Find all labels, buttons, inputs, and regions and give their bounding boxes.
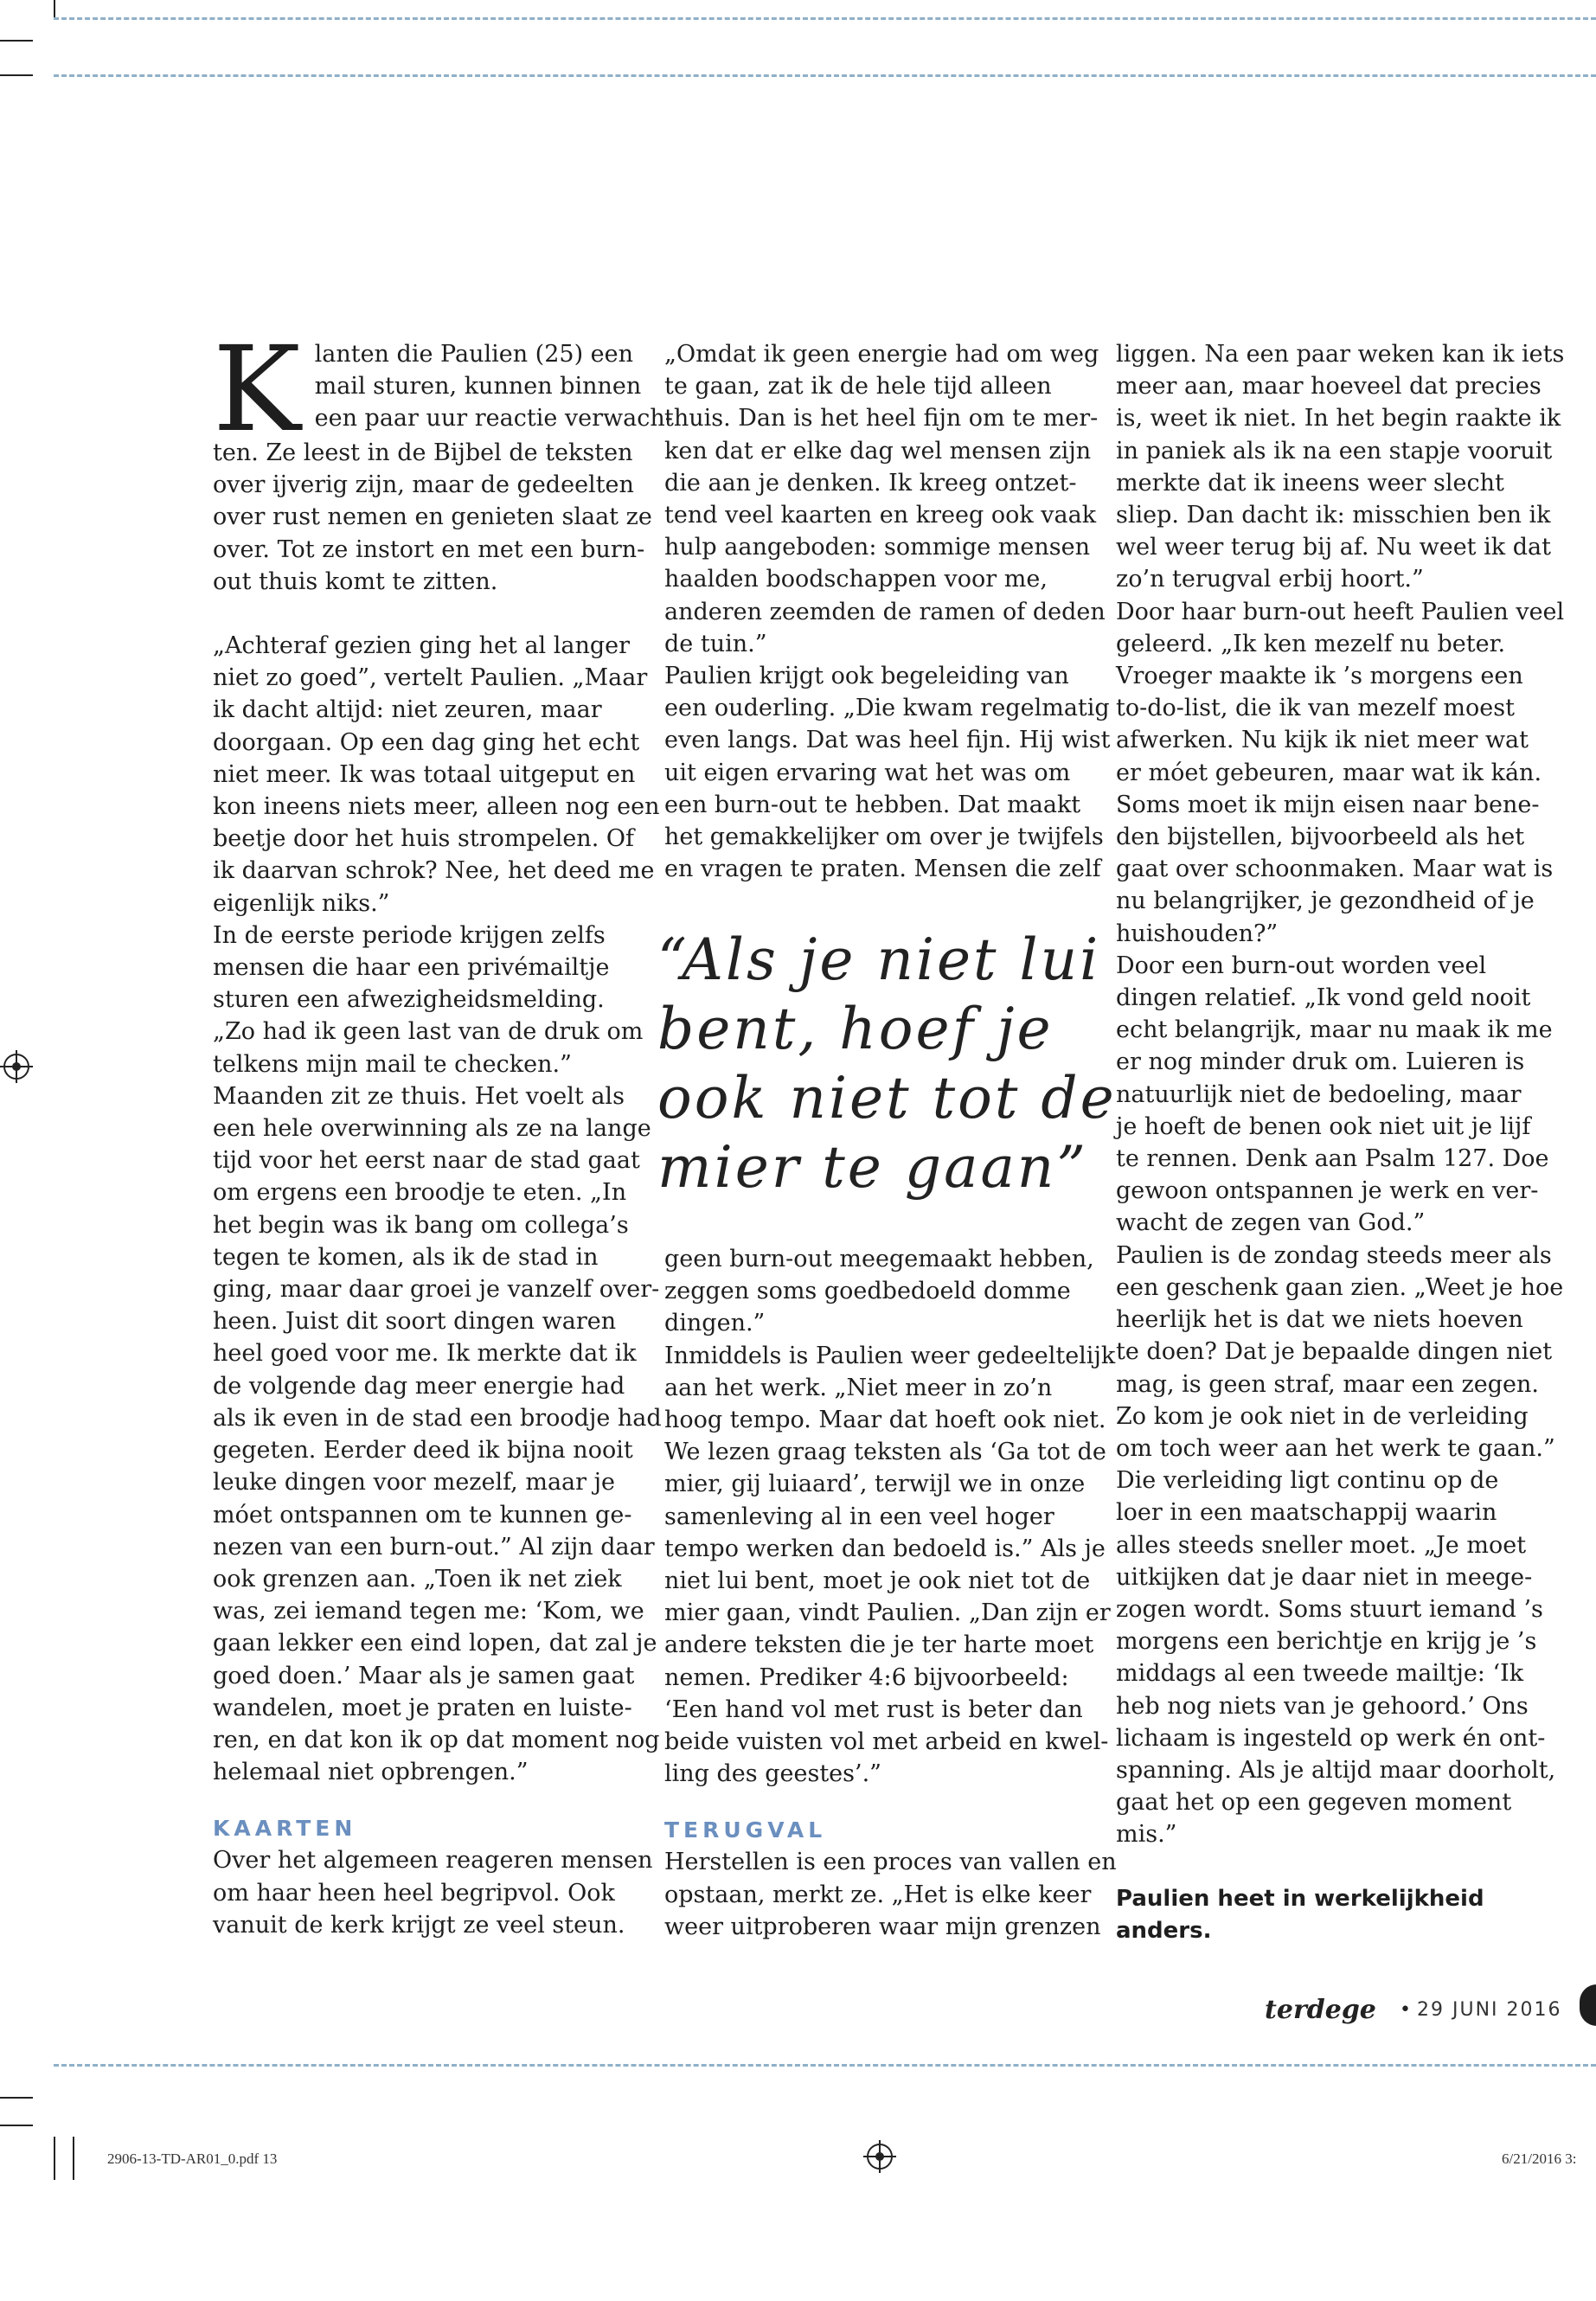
text-line: ren, en dat kon ik op dat moment nog <box>213 1726 660 1753</box>
text-line: loer in een maatschappij waarin <box>1116 1499 1497 1527</box>
text-line: sliep. Dan dacht ik: misschien ben ik <box>1116 502 1551 529</box>
text-line: tend veel kaarten en kreeg ook vaak <box>664 502 1097 529</box>
crop-mark-left-top <box>0 40 33 42</box>
text-line: ook grenzen aan. „Toen ik net ziek <box>213 1565 622 1593</box>
slug-filename: 2906-13-TD-AR01_0.pdf 13 <box>107 2150 278 2167</box>
text-line: ik dacht altijd: niet zeuren, maar <box>213 696 602 724</box>
text-line: als ik even in de stad een broodje had <box>213 1404 662 1432</box>
text-line: sturen een afwezigheidsmelding. <box>213 986 605 1014</box>
text-line: ling des geestes’.” <box>664 1760 881 1788</box>
crop-mark-bottom-1 <box>54 2137 55 2180</box>
text-line: anderen zeemden de ramen of deden <box>664 598 1106 625</box>
text-line: ken dat er elke dag wel mensen zijn <box>664 437 1092 465</box>
text-line: was, zei iemand tegen me: ‘Kom, we <box>213 1598 644 1625</box>
section-heading-terugval: TERUGVAL <box>664 1817 827 1843</box>
text-line: We lezen graag teksten als ‘Ga tot de <box>664 1439 1106 1466</box>
text-line: mier gaan, vindt Paulien. „Dan zijn er <box>664 1599 1111 1627</box>
text-line: over rust nemen en genieten slaat ze <box>213 503 652 531</box>
text-line: móet ontspannen om te kunnen ge- <box>213 1501 632 1529</box>
text-line: te gaan, zat ik de hele tijd alleen <box>664 373 1052 401</box>
crop-mark-top <box>54 0 55 17</box>
text-line: liggen. Na een paar weken kan ik iets <box>1116 341 1565 368</box>
text-line: tijd voor het eerst naar de stad gaat <box>213 1147 640 1175</box>
text-line: doorgaan. Op een dag ging het echt <box>213 728 640 756</box>
text-line: er nog minder druk om. Luieren is <box>1116 1048 1525 1076</box>
trim-line-top-2 <box>54 74 1596 77</box>
text-line: gaan lekker een eind lopen, dat zal je <box>213 1630 657 1657</box>
text-line: is, weet ik niet. In het begin raakte ik <box>1116 405 1561 433</box>
section-heading-kaarten: KAARTEN <box>213 1816 357 1842</box>
text-line: om ergens een broodje te eten. „In <box>213 1179 627 1207</box>
text-line: heb nog niets van je gehoord.’ Ons <box>1116 1692 1529 1720</box>
pull-quote <box>657 926 1117 1202</box>
text-line: wandelen, moet je praten en luiste- <box>213 1694 632 1721</box>
text-line: geleerd. „Ik ken mezelf nu beter. <box>1116 630 1506 657</box>
text-line: mensen die haar een privémailtje <box>213 954 610 982</box>
text-line: het begin was ik bang om collega’s <box>213 1211 629 1239</box>
text-line: een ouderling. „Die kwam regelmatig <box>664 695 1110 722</box>
article-column-2-top <box>664 338 1111 885</box>
text-line: Maanden zit ze thuis. Het voelt als <box>213 1082 625 1110</box>
text-line: de tuin.” <box>664 630 767 657</box>
text-line: en vragen te praten. Mensen die zelf <box>664 856 1101 883</box>
text-line: „Omdat ik geen energie had om weg <box>664 341 1099 368</box>
magazine-logo: terdege <box>1265 1995 1376 2025</box>
text-line: niet zo goed”, vertelt Paulien. „Maar <box>213 664 648 692</box>
author-note: Paulien heet in werkelijkheid <box>1116 1885 1484 1912</box>
text-line: heel goed voor me. Ik merkte dat ik <box>213 1340 637 1368</box>
text-line: In de eerste periode krijgen zelfs <box>213 921 606 949</box>
text-line: geen burn-out meegemaakt hebben, <box>664 1246 1094 1272</box>
trim-line-top-1 <box>54 17 1596 20</box>
text-line: zo’n terugval erbij hoort.” <box>1116 566 1424 593</box>
registration-mark-icon <box>867 2144 893 2170</box>
text-line: „Zo had ik geen last van de druk om <box>213 1018 644 1046</box>
text-line: out thuis komt te zitten. <box>213 567 498 595</box>
text-line: ging, maar daar groei je vanzelf over- <box>213 1276 660 1304</box>
text-line: zogen wordt. Soms stuurt iemand ’s <box>1116 1595 1543 1623</box>
text-line: leuke dingen voor mezelf, maar je <box>213 1469 615 1497</box>
text-line: goed doen.’ Maar als je samen gaat <box>213 1662 635 1689</box>
text-line: merkte dat ik ineens weer slecht <box>1116 469 1504 497</box>
page-number-tab <box>1580 1984 1596 2026</box>
body-text <box>213 630 662 1788</box>
text-line: die aan je denken. Ik kreeg ontzet- <box>664 469 1077 497</box>
text-line: het gemakkelijker om over je twijfels <box>664 824 1104 851</box>
text-line: haalden boodschappen voor me, <box>664 566 1048 593</box>
text-line: „Achteraf gezien ging het al langer <box>213 632 631 660</box>
text-line: nu belangrijker, je gezondheid of je <box>1116 888 1535 915</box>
text-line: er móet gebeuren, maar wat ik kán. <box>1116 759 1542 786</box>
registration-mark-icon <box>3 1054 29 1080</box>
text-line: over. Tot ze instort en met een burn- <box>213 535 645 563</box>
crop-mark-left-top-2 <box>0 74 33 76</box>
text-line: Soms moet ik mijn eisen naar bene- <box>1116 791 1540 818</box>
text-line: je hoeft de benen ook niet uit je lijf <box>1116 1112 1531 1140</box>
crop-mark-left-bottom <box>0 2097 33 2099</box>
text-line: andere teksten die je ter harte moet <box>664 1631 1094 1659</box>
text-line: meer aan, maar hoeveel dat precies <box>1116 373 1542 401</box>
slug-timestamp: 6/21/2016 3: <box>1502 2150 1577 2167</box>
text-line: uitkijken dat je daar niet in meege- <box>1116 1563 1533 1591</box>
text-line: uit eigen ervaring wat het was om <box>664 759 1071 786</box>
text-line: hulp aangeboden: sommige mensen <box>664 534 1090 561</box>
text-line: nemen. Prediker 4:6 bijvoorbeeld: <box>664 1663 1069 1691</box>
text-line: om haar heen heel begripvol. Ook <box>213 1879 615 1907</box>
text-line: lichaam is ingesteld op werk én ont- <box>1116 1724 1546 1752</box>
text-line: afwerken. Nu kijk ik niet meer wat <box>1116 727 1529 754</box>
text-line: hoog tempo. Maar dat hoeft ook niet. <box>664 1407 1106 1434</box>
text-line: eigenlijk niks.” <box>213 889 390 917</box>
text-line: gaat het op een gegeven moment <box>1116 1789 1512 1817</box>
text-line: om toch weer aan het werk te gaan.” <box>1116 1434 1555 1462</box>
text-line: Herstellen is een proces van vallen en <box>664 1849 1117 1876</box>
text-line: opstaan, merkt ze. „Het is elke keer <box>664 1881 1092 1908</box>
text-line: alles steeds sneller moet. „Je moet <box>1116 1531 1527 1559</box>
text-line: weer uitproberen waar mijn grenzen <box>664 1913 1101 1940</box>
article-column-1 <box>213 322 673 1941</box>
text-line: natuurlijk niet de bedoeling, maar <box>1116 1080 1522 1108</box>
pull-quote-line: ook niet tot de <box>657 1065 1117 1131</box>
text-line: huishouden?” <box>1116 920 1279 947</box>
crop-mark-bottom-2 <box>73 2137 74 2180</box>
text-line: to-do-list, die ik van mezelf moest <box>1116 695 1515 722</box>
text-line: een geschenk gaan zien. „Weet je hoe <box>1116 1273 1564 1301</box>
text-line: Over het algemeen reageren mensen <box>213 1847 653 1875</box>
text-line: dingen.” <box>664 1310 766 1337</box>
drop-cap: K <box>213 322 301 458</box>
text-line: heen. Juist dit soort dingen waren <box>213 1308 617 1336</box>
text-line: Door haar burn-out heeft Paulien veel <box>1116 598 1565 625</box>
text-line: middags al een tweede mailtje: ‘Ik <box>1116 1660 1524 1688</box>
text-line: over ijverig zijn, maar de gedeelten <box>213 471 634 499</box>
text-line: ik daarvan schrok? Nee, het deed me <box>213 857 655 885</box>
text-line: wacht de zegen van God.” <box>1116 1209 1426 1237</box>
text-line: Vroeger maakte ik ’s morgens een <box>1116 663 1523 690</box>
text-line: den bijstellen, bijvoorbeeld als het <box>1116 824 1525 851</box>
text-line: gewoon ontspannen je werk en ver- <box>1116 1177 1539 1205</box>
text-line: niet meer. Ik was totaal uitgeput en <box>213 760 636 788</box>
text-line: beetje door het huis strompelen. Of <box>213 825 634 853</box>
text-line: Paulien krijgt ook begeleiding van <box>664 663 1069 690</box>
issue-date: 29 JUNI 2016 <box>1417 1999 1562 2021</box>
text-line: morgens een berichtje en krijg je ’s <box>1116 1628 1537 1656</box>
text-line: Die verleiding ligt continu op de <box>1116 1467 1499 1495</box>
trim-line-bottom <box>54 2064 1596 2067</box>
text-line: ten. Ze leest in de Bijbel de teksten <box>213 439 633 466</box>
text-line: mier, gij luiaard’, terwijl we in onze <box>664 1471 1086 1498</box>
article-column-3 <box>1116 338 1566 1947</box>
text-line: beide vuisten vol met arbeid en kwel- <box>664 1728 1109 1756</box>
text-line: echt belangrijk, maar nu maak ik me <box>1116 1016 1553 1044</box>
crop-mark-left-bottom-2 <box>0 2125 33 2126</box>
text-line: een hele overwinning als ze na lange <box>213 1115 651 1143</box>
text-line: spanning. Als je altijd maar doorholt, <box>1116 1756 1556 1784</box>
text-line: mail sturen, kunnen binnen <box>314 373 642 401</box>
text-line: te rennen. Denk aan Psalm 127. Doe <box>1116 1145 1549 1173</box>
pull-quote-line: “Als je niet lui <box>657 926 1101 993</box>
text-line: thuis. Dan is het heel fijn om te mer- <box>664 405 1099 433</box>
text-line: aan het werk. „Niet meer in zo’n <box>664 1374 1053 1401</box>
text-line: tempo werken dan bedoeld is.” Als je <box>664 1535 1106 1562</box>
text-line: mag, is geen straf, maar een zegen. <box>1116 1370 1539 1398</box>
text-line: zeggen soms goedbedoeld domme <box>664 1278 1071 1305</box>
text-line: gaat over schoonmaken. Maar wat is <box>1116 856 1554 883</box>
article-column-2-bottom <box>664 1243 1117 1943</box>
text-line: Paulien is de zondag steeds meer als <box>1116 1241 1552 1269</box>
text-line: kon ineens niets meer, alleen nog een <box>213 793 660 821</box>
pull-quote-line: bent, hoef je <box>657 996 1054 1062</box>
text-line: telkens mijn mail te checken.” <box>213 1050 572 1078</box>
text-line: Inmiddels is Paulien weer gedeeltelijk <box>664 1342 1116 1369</box>
text-line: tegen te komen, als ik de stad in <box>213 1243 599 1271</box>
author-note: anders. <box>1116 1917 1212 1944</box>
footer-separator: • <box>1400 1999 1411 2021</box>
text-line: de volgende dag meer energie had <box>213 1372 625 1400</box>
text-line: wel weer terug bij af. Nu weet ik dat <box>1116 534 1551 561</box>
text-line: te doen? Dat je bepaalde dingen niet <box>1116 1338 1553 1366</box>
text-line: in paniek als ik na een stapje vooruit <box>1116 437 1553 465</box>
text-line: Door een burn-out worden veel <box>1116 952 1487 979</box>
text-line: helemaal niet opbrengen.” <box>213 1759 529 1786</box>
pull-quote-line: mier te gaan” <box>657 1134 1089 1201</box>
text-line: mis.” <box>1116 1821 1177 1849</box>
text-line: niet lui bent, moet je ook niet tot de <box>664 1567 1091 1595</box>
text-line: nezen van een burn-out.” Al zijn daar <box>213 1533 655 1561</box>
text-line: heerlijk het is dat we niets hoeven <box>1116 1306 1523 1334</box>
text-line: vanuit de kerk krijgt ze veel steun. <box>213 1911 625 1939</box>
text-line: dingen relatief. „Ik vond geld nooit <box>1116 984 1531 1012</box>
text-line: Zo kom je ook niet in de verleiding <box>1116 1402 1529 1430</box>
text-line: ‘Een hand vol met rust is beter dan <box>664 1695 1083 1723</box>
text-line: een burn-out te hebben. Dat maakt <box>664 791 1081 818</box>
text-line: samenleving al in een veel hoger <box>664 1503 1054 1530</box>
text-line: gegeten. Eerder deed ik bijna nooit <box>213 1437 633 1465</box>
text-line: een paar uur reactie verwach- <box>314 405 673 433</box>
text-line: even langs. Dat was heel fijn. Hij wist <box>664 727 1111 754</box>
text-line: lanten die Paulien (25) een <box>314 341 634 368</box>
